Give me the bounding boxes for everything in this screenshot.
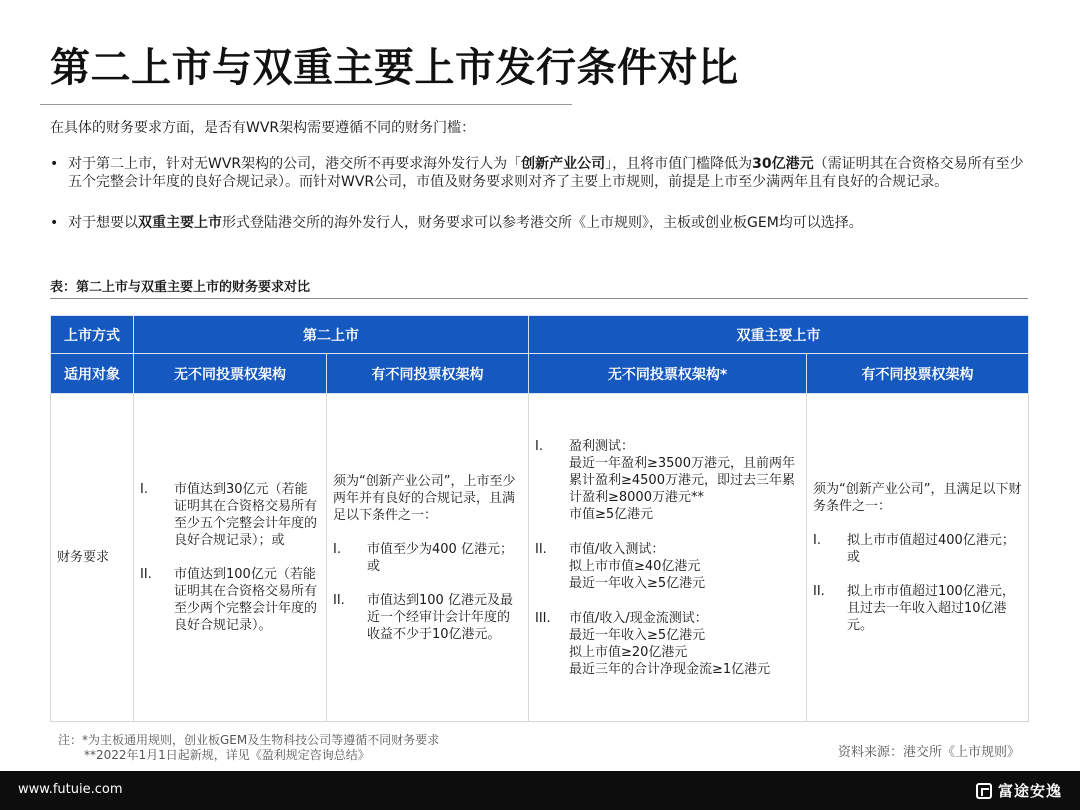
cell-intro: 须为“创新产业公司”，且满足以下财务条件之一： bbox=[813, 482, 1022, 514]
list-item bbox=[333, 592, 522, 643]
list-item bbox=[140, 566, 320, 634]
footnote-line: 注：*为主板通用规则，创业板GEM及生物科技公司等遵循不同财务要求 bbox=[58, 733, 440, 747]
comparison-table bbox=[50, 315, 1029, 722]
item-text: 市值达到100亿元（若能证明其在合资格交易所有至少两个完整会计年度的良好合规记录）。 bbox=[174, 567, 318, 633]
item-number: I. bbox=[813, 533, 821, 548]
item-text: 市值达到100 亿港元及最近一个经审计会计年度的收益不少于10亿港元。 bbox=[367, 592, 513, 642]
cell-dual-no-wvr bbox=[529, 394, 807, 722]
cell-secondary-wvr bbox=[327, 394, 529, 722]
header-dual-wvr: 有不同投票权架构 bbox=[807, 354, 1029, 394]
bullet-text: 对于第二上市，针对无WVR架构的公司，港交所不再要求海外发行人为「 bbox=[68, 156, 522, 172]
item-number: II. bbox=[813, 584, 825, 599]
item-text: 拟上市市值超过100亿港元，且过去一年收入超过10亿港元。 bbox=[847, 584, 1015, 633]
list-item bbox=[813, 532, 1022, 566]
bullet-dot: • bbox=[50, 215, 59, 231]
brand-logo-icon bbox=[976, 783, 992, 799]
list-item bbox=[140, 481, 320, 549]
header-secondary-no-wvr: 无不同投票权架构 bbox=[134, 354, 327, 394]
item-line: 市值≥5亿港元 bbox=[569, 506, 654, 522]
footer-bar bbox=[0, 771, 1080, 810]
cell-dual-wvr bbox=[807, 394, 1029, 722]
item-number: II. bbox=[535, 541, 547, 557]
item-number: III. bbox=[535, 610, 551, 626]
source-note: 资料来源：港交所《上市规则》 bbox=[837, 745, 1020, 760]
page-title: 第二上市与双重主要上市发行条件对比 bbox=[50, 45, 739, 91]
table-row bbox=[51, 394, 1029, 722]
header-label-listing-type: 上市方式 bbox=[51, 316, 134, 354]
bullet-bold: 创新产业公司 bbox=[521, 156, 606, 172]
brand-name: 富途安逸 bbox=[997, 782, 1062, 800]
cell-intro: 须为“创新产业公司”，上市至少两年并有良好的合规记录，且满足以下条件之一： bbox=[333, 473, 516, 523]
item-text: 拟上市市值超过400亿港元；或 bbox=[847, 533, 1015, 565]
item-line: 盈利测试： bbox=[569, 438, 635, 454]
item-line: 最近一年收入≥5亿港元 bbox=[569, 575, 706, 591]
bullet-text: 形式登陆港交所的海外发行人，财务要求可以参考港交所《上市规则》，主板或创业板GEM均可以选择。 bbox=[222, 215, 863, 231]
bullet-text: 」，且将市值门槛降低为 bbox=[605, 156, 753, 172]
header-dual-primary-listing: 双重主要上市 bbox=[529, 316, 1029, 354]
item-number: II. bbox=[333, 592, 345, 608]
list-item bbox=[535, 438, 800, 523]
item-text: 市值达到30亿元（若能证明其在合资格交易所有至少五个完整会计年度的良好合规记录）；或 bbox=[174, 482, 318, 548]
table-caption: 表：第二上市与双重主要上市的财务要求对比 bbox=[50, 280, 311, 295]
item-number: I. bbox=[140, 482, 148, 497]
list-item bbox=[535, 541, 800, 592]
list-item bbox=[813, 583, 1022, 634]
item-line: 拟上市值≥20亿港元 bbox=[569, 644, 688, 660]
header-row-listing-type bbox=[51, 316, 1029, 354]
row-label-financial: 财务要求 bbox=[51, 394, 134, 722]
list-item bbox=[535, 610, 800, 678]
caption-divider bbox=[50, 298, 1028, 299]
item-number: I. bbox=[535, 438, 543, 454]
bullet-bold: 双重主要上市 bbox=[138, 215, 222, 231]
bullet-list bbox=[50, 155, 1025, 232]
footnote-line: **2022年1月1日起新规，详见《盈利规定咨询总结》 bbox=[84, 748, 370, 762]
cell-secondary-no-wvr bbox=[134, 394, 327, 722]
item-line: 最近三年的合计净现金流≥1亿港元 bbox=[569, 661, 771, 677]
footer-url[interactable]: www.futuie.com bbox=[18, 782, 123, 797]
header-secondary-listing: 第二上市 bbox=[134, 316, 529, 354]
footnote bbox=[58, 733, 439, 763]
item-line: 市值/收入/现金流测试： bbox=[569, 610, 708, 626]
bullet-bold: 30亿港元 bbox=[752, 156, 814, 172]
item-line: 最近一年盈利≥3500万港元，且前两年累计盈利≥4500万港元，即过去三年累计盈利≥8000万港元** bbox=[569, 455, 795, 505]
item-number: I. bbox=[333, 541, 341, 557]
item-line: 最近一年收入≥5亿港元 bbox=[569, 627, 706, 643]
bullet-text: （需证明其在合资格交易所有至少五个完整会计年度的良好合规记录）。而针对WVR公司，市值及财务要求则对齐了主要上市规则，前提是上市至少满两年且有良好的合规记录。 bbox=[68, 156, 1024, 190]
header-label-applicable: 适用对象 bbox=[51, 354, 134, 394]
item-number: II. bbox=[140, 567, 152, 582]
bullet-text: 对于想要以 bbox=[68, 215, 138, 231]
bullet-dot: • bbox=[50, 156, 59, 172]
list-item bbox=[333, 541, 522, 575]
header-secondary-wvr: 有不同投票权架构 bbox=[327, 354, 529, 394]
intro-text: 在具体的财务要求方面，是否有WVR架构需要遵循不同的财务门槛： bbox=[50, 120, 476, 136]
bullet-item bbox=[50, 155, 1025, 191]
title-divider bbox=[40, 104, 572, 105]
header-row-applicable bbox=[51, 354, 1029, 394]
item-line: 市值/收入测试： bbox=[569, 541, 665, 557]
item-text: 市值至少为400 亿港元；或 bbox=[367, 541, 513, 574]
bullet-item bbox=[50, 214, 1025, 232]
item-line: 拟上市市值≥40亿港元 bbox=[569, 558, 701, 574]
brand-logo bbox=[976, 780, 1062, 801]
header-dual-no-wvr: 无不同投票权架构* bbox=[529, 354, 807, 394]
